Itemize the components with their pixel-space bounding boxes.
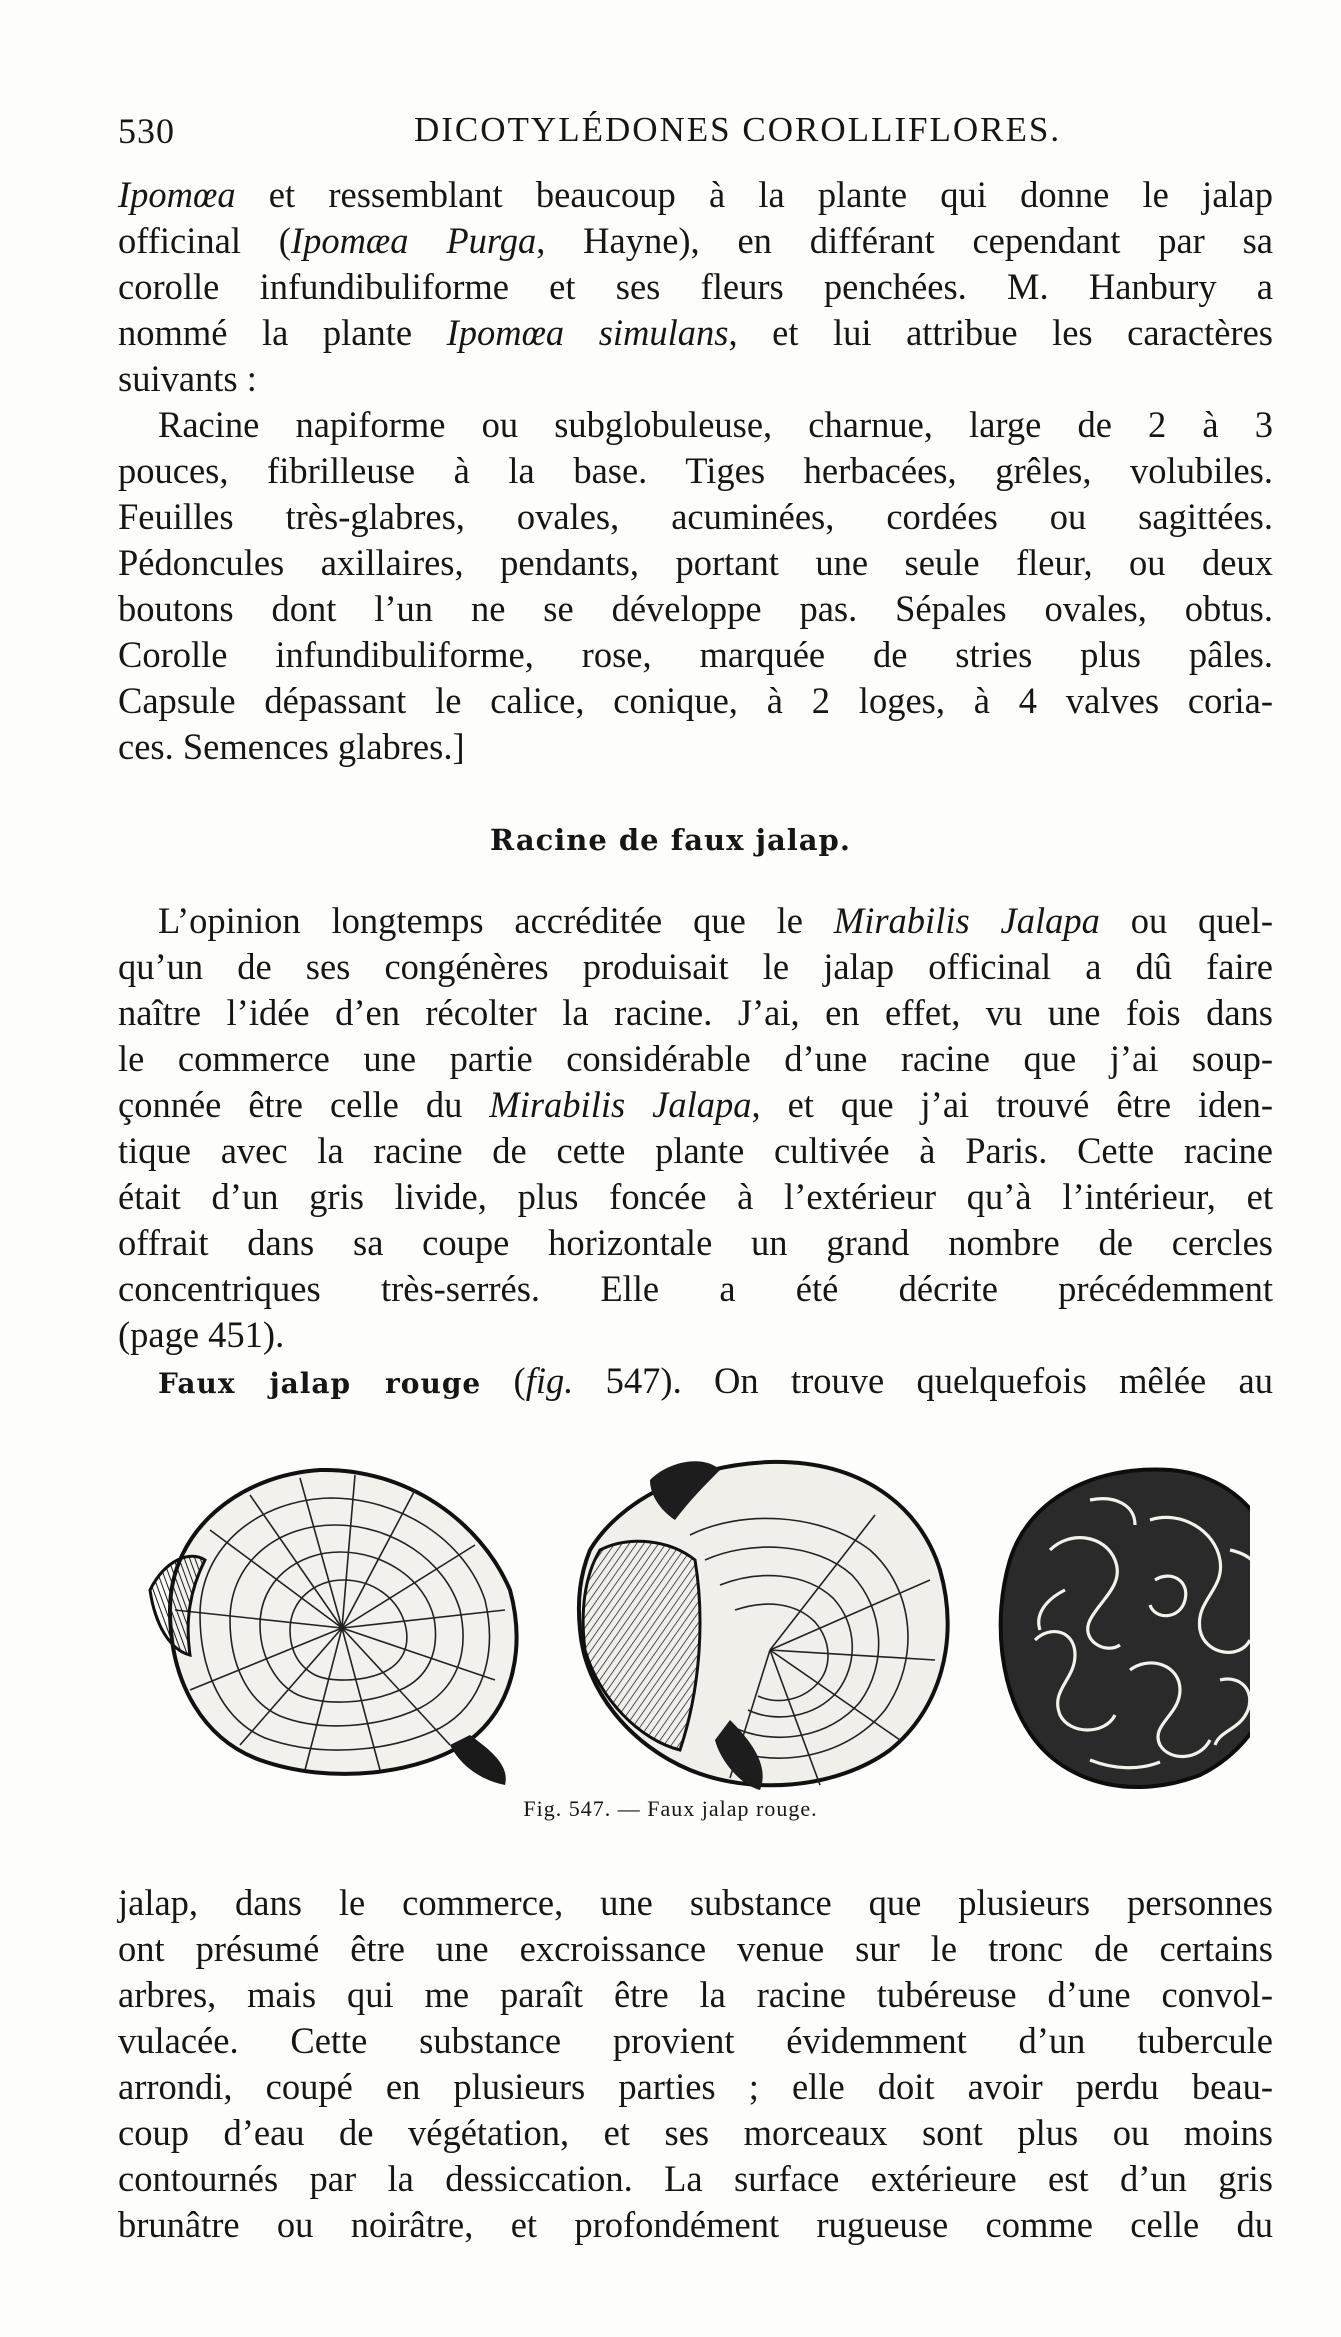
section-heading: Racine de faux jalap. (490, 823, 851, 857)
text-line: pouces, fibrilleuse à la base. Tiges herbacées, grêles, volubiles. (118, 450, 1273, 491)
run-in-heading: Faux jalap rouge (158, 1367, 482, 1400)
text-line: coup d’eau de végétation, et ses morceaux sont plus ou moins (118, 2112, 1273, 2153)
text-line: Capsule dépassant le calice, conique, à 2 loges, à 4 valves coria- (118, 680, 1273, 721)
page-number: 530 (118, 111, 175, 151)
text-line: naître l’idée d’en récolter la racine. J’ai, en effet, vu une fois dans (118, 992, 1273, 1033)
text-line: çonnée être celle du Mirabilis Jalapa, et que j’ai trouvé être iden- (118, 1084, 1274, 1125)
text-block-lower (118, 1880, 1273, 2248)
text-line: Corolle infundibuliforme, rose, marquée de stries plus pâles. (118, 634, 1273, 675)
text-block-middle (118, 898, 1273, 1407)
text-line: Pédoncules axillaires, pendants, portant une seule fleur, ou deux (118, 542, 1273, 583)
text-line: arbres, mais qui me paraît être la racine tubéreuse d’une convol- (118, 1974, 1273, 2015)
italic-term: Mirabilis Jalapa (489, 1084, 752, 1125)
text-line: ont présumé être une excroissance venue sur le tronc de certains (118, 1928, 1273, 1969)
root-piece-middle (579, 1461, 948, 1790)
text-line: brunâtre ou noirâtre, et profondément rugueuse comme celle du (118, 2204, 1273, 2245)
italic-term: Ipomœa simulans (446, 312, 729, 353)
text-line: contournés par la dessiccation. La surface extérieure est d’un gris (118, 2158, 1273, 2199)
text-line: offrait dans sa coupe horizontale un grand nombre de cercles (118, 1222, 1273, 1263)
paragraph-faux-jalap-rouge (118, 1358, 1273, 1407)
paragraph-intro (118, 172, 1273, 402)
italic-term: Mirabilis Jalapa (833, 900, 1100, 941)
text-line: corolle infundibuliforme et ses fleurs penchées. M. Hanbury a (118, 266, 1273, 307)
text-line: (page 451). (118, 1314, 285, 1355)
text-line: vulacée. Cette substance provient évidemment d’un tubercule (118, 2020, 1273, 2061)
figure-reference: fig. (525, 1360, 574, 1401)
text-line: jalap, dans le commerce, une substance que plusieurs personnes (118, 1882, 1273, 1923)
figure-faux-jalap-rouge (130, 1440, 1250, 1810)
text-line: nommé la plante Ipomœa simulans, et lui attribue les caractères (118, 312, 1273, 353)
text-line: était d’un gris livide, plus foncée à l’extérieur qu’à l’intérieur, et (118, 1176, 1273, 1217)
paragraph-substance (118, 1880, 1273, 2248)
text-line: tique avec la racine de cette plante cultivée à Paris. Cette racine (118, 1130, 1273, 1171)
text-line: ces. Semences glabres.] (118, 726, 465, 767)
italic-term: Ipomæa Purga (290, 220, 537, 261)
text-line: Ipomœa et ressemblant beaucoup à la plante qui donne le jalap (118, 174, 1273, 215)
text-line: L’opinion longtemps accréditée que le Mirabilis Jalapa ou quel- (158, 900, 1274, 941)
text-line: Racine napiforme ou subglobuleuse, charnue, large de 2 à 3 (158, 404, 1273, 445)
root-piece-left (150, 1470, 517, 1785)
root-piece-right (1001, 1469, 1250, 1787)
text-line: concentriques très-serrés. Elle a été décrite précédemment (118, 1268, 1273, 1309)
text-line: arrondi, coupé en plusieurs parties ; elle doit avoir perdu beau- (118, 2066, 1273, 2107)
text-line: Feuilles très-glabres, ovales, acuminées, cordées ou sagittées. (118, 496, 1273, 537)
text-line: qu’un de ses congénères produisait le jalap officinal a dû faire (118, 946, 1273, 987)
figure-caption: Fig. 547. — Faux jalap rouge. (523, 1796, 818, 1821)
text-line: le commerce une partie considérable d’une racine que j’ai soup- (118, 1038, 1273, 1079)
running-header (118, 110, 1273, 160)
text-block-upper (118, 172, 1273, 770)
running-title: DICOTYLÉDONES COROLLIFLORES. (414, 110, 1062, 149)
paragraph-description (118, 402, 1273, 770)
paragraph-mirabilis (118, 898, 1273, 1358)
text-line: boutons dont l’un ne se développe pas. Sépales ovales, obtus. (118, 588, 1273, 629)
text-line: officinal (Ipomæa Purga, Hayne), en différant cependant par sa (118, 220, 1273, 261)
italic-term: Ipomœa (118, 174, 236, 215)
text-line: Faux jalap rouge (fig. 547). On trouve quelquefois mêlée au (158, 1360, 1273, 1401)
text-line: suivants : (118, 358, 257, 399)
